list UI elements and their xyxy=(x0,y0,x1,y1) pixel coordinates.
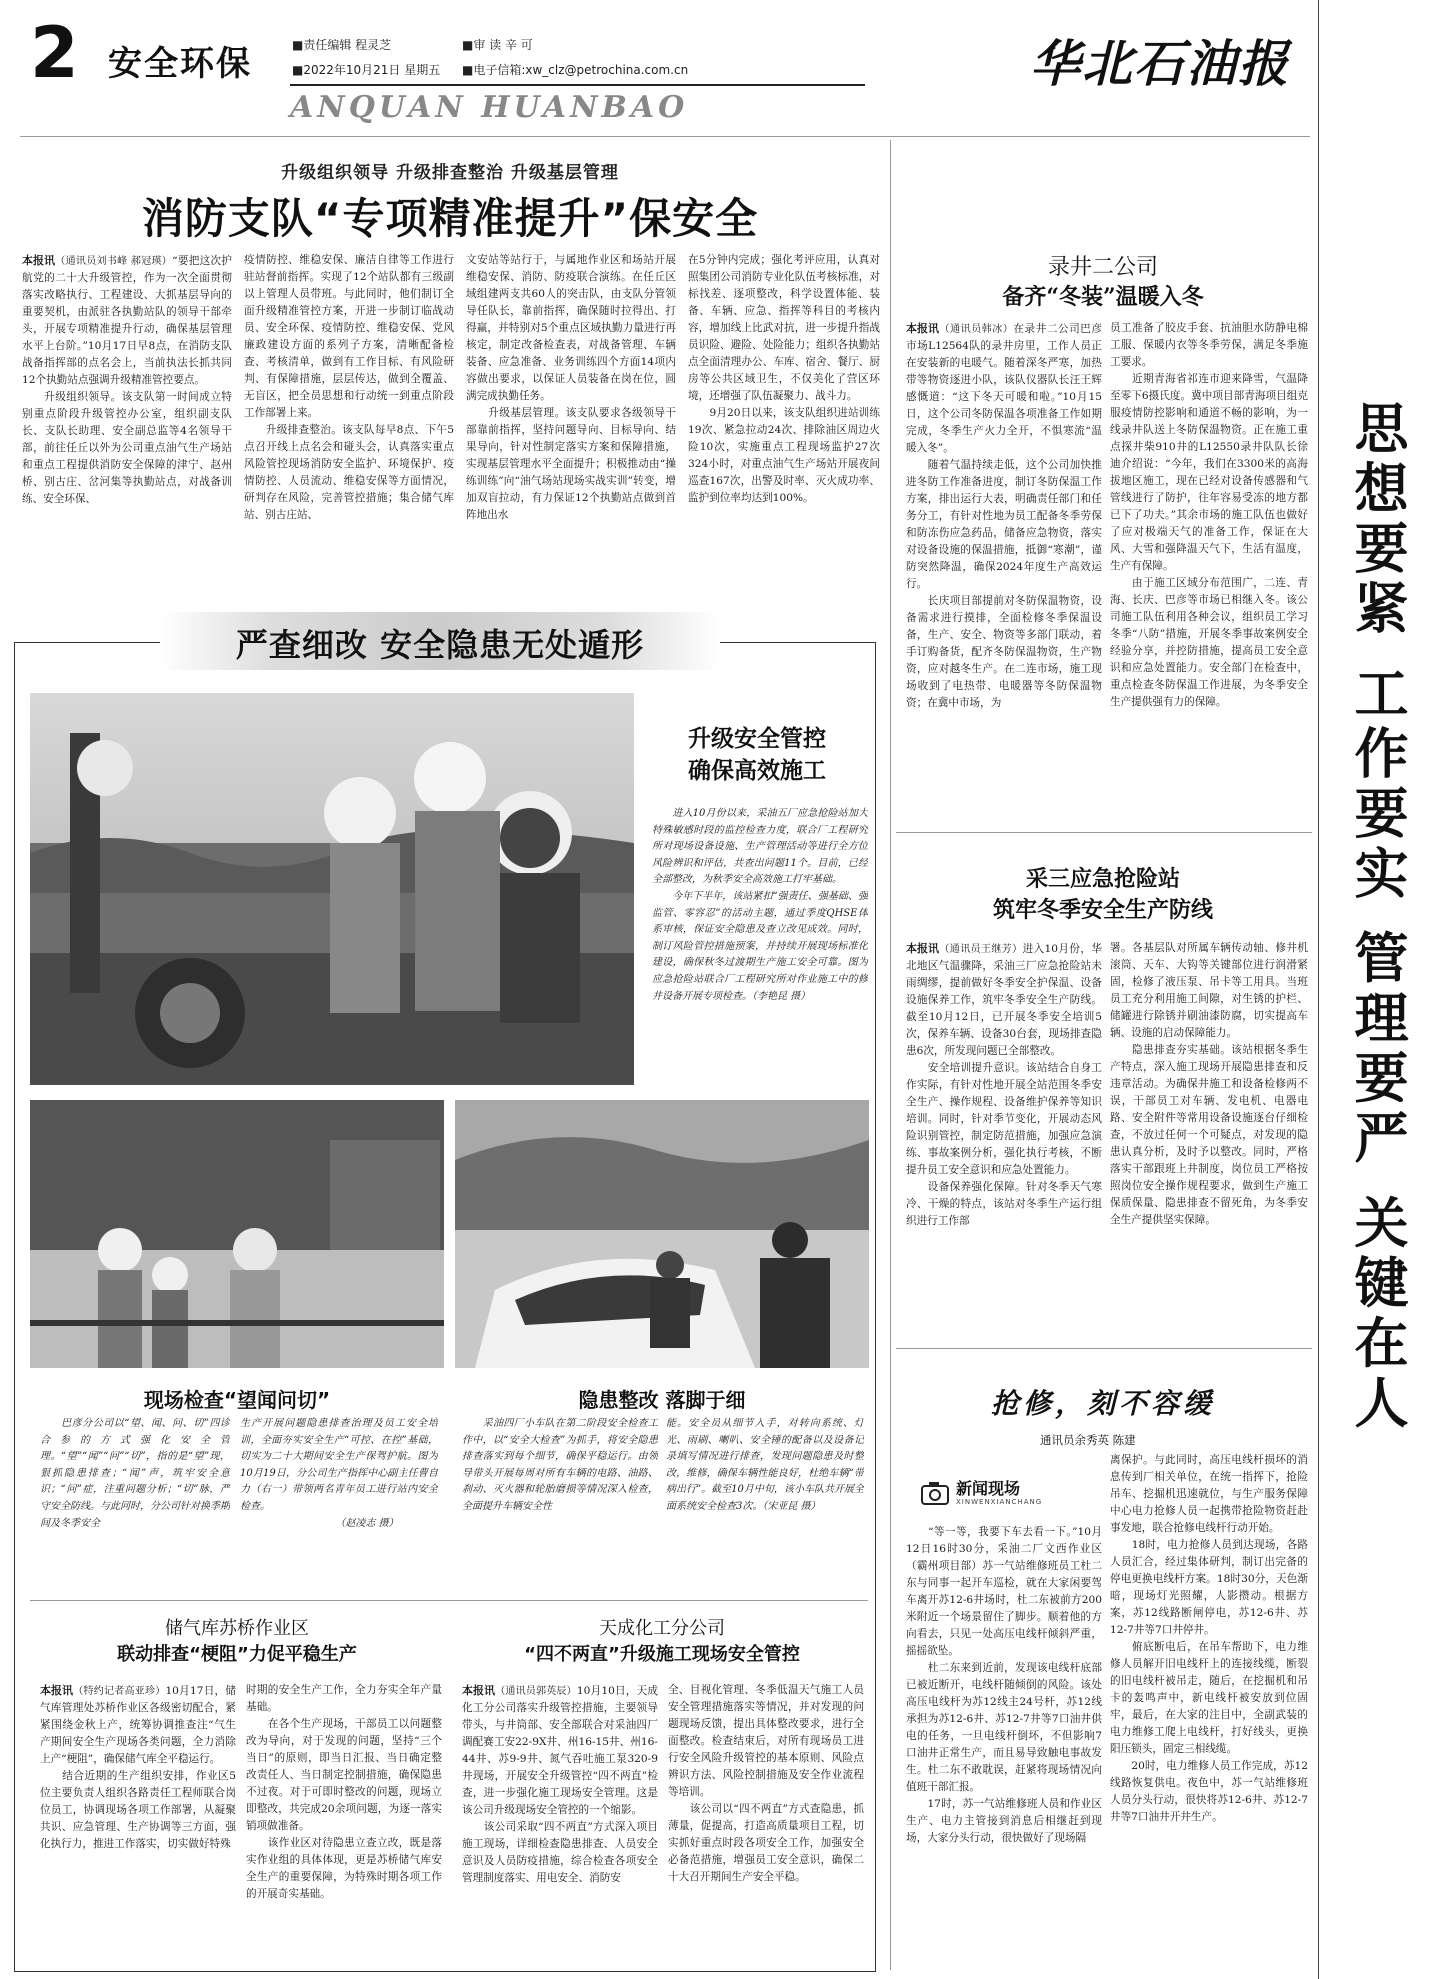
right-story-title: 隐患整改 落脚于细 xyxy=(578,1388,746,1412)
rc-divider-1 xyxy=(896,832,1312,833)
rc-story2-text-1: 进入10月份，华北地区气温骤降，采油三厂应急抢险站未雨绸缪，提前做好冬季安全护保温、设备设施保养工作，筑牢冬季安全生产防线。截至10月12日，已开展冬季安全培训5次，保养车辆、设备30台套，现场排查隐患6次，所发现问题已全部整改。 安全培训提升意识。该站结合自身工作实际，有针对性地开展全站范围冬季安全生产、操作规程、设备维护保养等知识培训。同时，针对季节变化，开展动态风险识别管控，制定防范措施，加强应急演练、事故案例分析，强化执行考核，不断提升员工安全意识和应急处置能力。 设备保养强化保障。针对冬季天气寒冷、干燥的特点，该站对冬季生产运行组织进行工作部 xyxy=(906,943,1102,1227)
story-a-col-2: 时期的安全生产工作，全力夯实全年产量基础。 在各个生产现场，干部员工以问题整改为导向，对于发现的问题，坚持“三个当日”的原则，即当日汇报、当日确定整改责任人、当日制定控制措施，确保隐患不过夜。对于可即时整改的问题，现场立即整改，共完成20余项问题，为逐一落实销项做准备。 该作业区对待隐患立查立改，既是落实作业组的具体体现，更是苏桥储气库安全生产的重要保障，为特殊时期各项工作的开展奇实基础。 xyxy=(246,1684,442,1900)
rc-story2-byline-note: （通讯员王继芳） xyxy=(939,944,1023,955)
section-title: 安全环保 xyxy=(108,44,252,84)
rc-story3-byline: 通讯员余秀英 陈建 xyxy=(1040,1433,1136,1447)
feature-banner xyxy=(160,612,720,670)
story-a-title-1: 储气库苏桥作业区 xyxy=(165,1618,309,1639)
story-a-col-1 xyxy=(40,1682,236,1967)
masthead-logo: 华北石油报 xyxy=(1030,34,1290,93)
left-story-title: 现场检查“望闻问切” xyxy=(143,1388,331,1412)
rc-story2-title-1: 采三应急抢险站 xyxy=(1025,866,1180,892)
section-pinyin: ANQUAN HUANBAO xyxy=(290,90,689,125)
photo-vehicle-check xyxy=(455,1100,869,1368)
page-number: 2 xyxy=(30,12,79,94)
rc-story1-col-2: 员工准备了胶皮手套、抗油胆水防静电棉工服、保暖内衣等冬季劳保，满足冬季施工要求。 近期青海省祁连市迎来降雪，气温降至零下6摄氏度。冀中项目部青海项目组克服疫情防控影响和通道不畅的影响，为一线录井队送上冬防保温物资。正在施工重点探井柴910井的L12550录井队队长徐迪介绍说：“今年，我们在3300米的高海拔地区施工，现在已经对设备传感器和气管线进行了防护，往年容易受冻的地方都已下了功夫。”其余市场的施工队伍也做好了应对极端天气的准备工作，保证在大风、大雪和强降温天气下，生活有温度，生产有保障。 由于施工区域分布范围广，二连、青海、长庆、巴彦等市场已相继入冬。该公司施工队伍利用各种会议，组织员工学习冬季“八防”措施，开展冬季事故案例安全经验分享，并控防措施，提高员工安全意识和应急处置能力。安全部门在检查中，重点检查冬防保温工作进展，为冬季安全生产提供强有力的保障。 xyxy=(1110,322,1308,708)
top-story-text: 进入10月份以来，采油五厂应急抢险站加大特殊敏感时段的监控检查力度，联合厂工程研究所对现场设备设施、生产管理活动等进行全方位风险辨识和评估，共查出问题11个。目前，已经全部整改，为秋季安全高效施工打牢基础。 今年下半年，该站紧扣“强责任、强基础、强监管、零容忍”的活动主题，通过季度QHSE体系审核，保证安全隐患及查立改见成效。同时，制订风险管控措施预案，并持续开展现场标准化建设，确保秋冬过渡期生产施工安全可靠。图为应急抢险站联合厂工程研究所对作业施工中的修井设备开展专项检查。（李艳昆 摄） xyxy=(652,808,868,1002)
header-rule xyxy=(290,84,865,86)
story-a-byline-note: （特约记者高亚珍） xyxy=(73,1686,166,1697)
story-b-text-1: 10月10日，天成化工分公司落实升级管控措施，主要领导带头，与井筒部、安全部联合对采油四厂调配赛工安22-9X井、州16-15井、州16-44井、苏9-9井、氮气吞吐施工泵320-9井现场，开展安全升级管控“四不两直”检查，进一步强化施工现场安全管理。这是该公司升级现场安全管控的一个缩影。 该公司采取“四不两直”方式深入项目施工现场，详细检查隐患排查、人员安全意识及人员防疫措施，综合检查各项安全管理制度落实、用电安全、消防安 xyxy=(462,1685,658,1884)
story-a-text-1: 10月17日，储气库管理处苏桥作业区各级密切配合，紧紧围绕金秋上产，统筹协调推查注“气生产期间安全生产现场各类问题，全力消除上产“梗阻”，确保储气库全平稳运行。 结合近期的生产组织安排，作业区5位主要负责人组织各路责任工程师联合岗位员工，协调现场各项工作部署，从凝聚共识、应急管理、生产协调等三方面，强化执行力，推进工作落实，切实做好特殊 xyxy=(40,1685,236,1850)
lead-kicker: 升级组织领导 升级排查整治 升级基层管理 xyxy=(281,163,619,183)
story-b-byline-note: （通讯员郭英辰） xyxy=(495,1686,577,1697)
rc-story1-text-1: 在录井二公司巴彦市场L12564队的录井房里，工作人员正在安装新的电暖气。随着深冬严寒，加热带等物资逐进小队，该队仪器队长汪王辉感慨道：“这下冬天可暖和啦。”10月15日，这个公司冬防保温各项准备工作如期完成，冬季生产火力全开，不惧寒流“温暖入冬”。 随着气温持续走低，这个公司加快推进冬防工作准备进度，制订冬防保温工作方案，排出运行大表，明确责任部门和任务分工，有针对性地为员工配备冬季劳保和防冻伤应急药品，储备应急物资，落实对设备设施的保温措施，抵御“寒潮”，谨防突然降温，确保2024年度生产高效运行。 长庆项目部提前对冬防保温物资，设备需求进行摸排，全面检修冬季保温设备，生产、安全、物资等多部门联动，着手订购备货，配齐冬防保温物资，生产物资，应对越冬生产。在二连市场，施工现场收到了电热带、电暖器等冬防保温物资；在冀中市场，为 xyxy=(906,323,1102,709)
camera-icon xyxy=(920,1480,950,1506)
feature-banner-text: 严查细改 安全隐患无处遁形 xyxy=(235,626,645,664)
story-b-title-1: 天成化工分公司 xyxy=(599,1618,725,1639)
photo-wellhead-inspection xyxy=(30,693,634,1085)
photo-site-check xyxy=(30,1100,444,1368)
rc-story2-byline: 本报讯 xyxy=(906,942,939,955)
right-col-divider xyxy=(890,140,891,1970)
top-story-title-2: 确保高效施工 xyxy=(688,758,826,784)
story-b-title-2: “四不两直”升级施工现场安全管控 xyxy=(524,1644,800,1665)
feature-divider xyxy=(30,1600,868,1601)
story-a-title-2: 联动排查“梗阻”力促平稳生产 xyxy=(117,1644,357,1665)
email-info: ■电子信箱:xw_clz@petrochina.com.cn xyxy=(462,63,689,77)
rc-story1-col-1 xyxy=(906,320,1102,820)
rc-story1-byline-note: （通讯员韩冰） xyxy=(939,324,1014,335)
lead-byline: 本报讯 xyxy=(22,254,55,267)
news-scene-pinyin: XINWENXIANCHANG xyxy=(956,1498,1043,1506)
story-b-col-1 xyxy=(462,1682,658,1967)
story-b-byline: 本报讯 xyxy=(462,1684,495,1697)
reviewer-info: ■审 读 辛 可 xyxy=(462,38,533,52)
news-scene-badge xyxy=(920,1476,1100,1516)
rc-story1-title-2: 备齐“冬装”温暖入冬 xyxy=(1002,284,1204,310)
rc-story3-title: 抢修，刻不容缓 xyxy=(990,1387,1215,1420)
story-b-col-2: 全、目视化管理、冬季低温天气施工人员安全管理措施落实等情况，并对发现的问题现场反馈，提出具体整改要求，进行全面整改。检查结束后，对所有现场员工进行安全风险升级管控的基本原则、风险点辨识方法、风险控制措施及安全作业流程等培训。 该公司以“四不两直”方式查隐患，抓薄量，促提高，打造高质量项目工程，切实抓好重点时段各项安全工作，加强安全必备范措施，增强员工安全意识，确保二十大召开期间生产安全平稳。 xyxy=(668,1684,864,1883)
left-story-text-b: 生产开展问题隐患排查治理及员工安全培训，全面夯实安全生产“可控、在控”基础，切实为二十大期间安全生产保驾护航。图为10月19日，分公司生产指挥中心副主任曹自力（右一）带领两名青年员工进行站内安全检查。 （赵凌志 摄） xyxy=(240,1418,438,1529)
lead-col-1 xyxy=(22,252,232,632)
header-bottom-rule xyxy=(20,136,1310,137)
right-story-text-a: 采油四厂小车队在第二阶段安全检查工作中，以“安全大检查”为抓手，将安全隐患排查落实到每个细节，确保平稳运行。由领导带头开展每周对所有车辆的电路、油路、刹动、灭火器和轮胎磨损等情况深入检查，全面提升车辆安全性 xyxy=(462,1418,658,1512)
rc-story2-title-2: 筑牢冬季安全生产防线 xyxy=(992,897,1213,923)
left-story-text-a: 巴彦分公司以“望、闻、问、切”四诊合参的方式强化安全管理。“望”“闻”“问”“切”，指的是“望”现，狠抓隐患排查；“闻”声，筑牢安全意识；“问”症，注重问题分析；“切”脉，严守安全防线。与此同时，分公司针对换季期间及冬季安全 xyxy=(40,1418,230,1529)
lead-col-2: 疫情防控、维稳安保、廉洁自律等工作进行驻站督前指挥。实现了12个站队都有三级副以上管理人员带班。与此同时，他们制订全面升级精准管控方案，开进一步制订临战动员、安全环保、疫情防控、维稳安保、党风廉政建设方面的系列子方案，清晰配备检查、考核清单，做到有工作目标、有风险研判、有保障措施，层层传达，做到全覆盖、无盲区，把全员思想和行动统一到重点阶段工作部署上来。 升级排查整治。该支队每早8点、下午5点召开线上点名会和碰头会，认真落实重点风险管控现场消防安全监护、环境保护、疫情防控、人员流动、维稳安保等方面情况，研判存在风险，完善管控措施；集合储气库站、别古庄站、 xyxy=(244,254,454,521)
rc-divider-2 xyxy=(896,1348,1312,1349)
story-a-byline: 本报讯 xyxy=(40,1684,73,1697)
lead-text-1: “要把这次护航党的二十大升级管控，作为一次全面贯彻落实改略执行、工程建设、大抓基层导向的重要契机，由派驻各执勤站队的领导干部牵头，开展专项精准提升行动，确保基层管理水平上台阶。”10月17日早8点，在消防支队战备指挥部的点名会上，当前执法长抓共同12个执勤站点强调升级精准管控要点。 升级组织领导。该支队第一时间成立特别重点阶段升级管控办公室，组织副支队长、支队长助理、安全副总监等4名领导干部，前往任丘以外为公司重点油气生产场站和重点工程提供消防安全保障的津宁、赵州桥、别古庄、岔河集等执勤站点，对战备训练、安全环保、 xyxy=(22,255,232,505)
rc-story1-byline: 本报讯 xyxy=(906,322,939,335)
vertical-slogan: 思想要紧 工作要实 管理要严 关键在人 xyxy=(1346,400,1409,1435)
top-story-title-1: 升级安全管控 xyxy=(688,726,826,752)
right-story-text-b: 能。安全员从细节入手，对转向系统、灯光、雨刷、喇叭、安全锤的配备以及设备记录填写情况进行排查，发现问题隐患及时整改，维修，确保车辆性能良好，杜绝车辆“带病出行”。截至10月中旬，该小车队共开展全面系统安全检查3次。（宋亚昆 摄） xyxy=(666,1418,864,1512)
editor-info: ■责任编辑 程灵芝 xyxy=(292,38,392,52)
rc-story3-col-1: “等一等，我要下车去看一下。”10月12日16时30分，采油二厂文西作业区（霸州项目部）苏一气站维修班员工杜二东与同事一起开车巡检，就在大家闲要驾车离开苏12-6井场时，杜二东被前方200米附近一个场景留住了脚步。顺着他的方向看去，只见一处高压电线杆倾斜严重，摇摇欲坠。 杜二东来到近前，发现该电线杆底部已被近断开，电线杆随倾倒的风险。该处高压电线杆为苏12线主24号杆，苏12线承担为苏12-6井、苏12-7井等7口油井供电的任务，一旦电线杆倒坏，不但影响7口油井正常生产，而且易导致触电事故发生。杜二东不敢耽误，赶紧将现场情况向值班干部汇报。 17时，苏一气站维修班人员和作业区生产、电力主管接到消息后相继赶到现场，大家分头行动，很快做好了现场隔 xyxy=(906,1526,1102,1844)
date-info: ■2022年10月21日 星期五 xyxy=(292,63,441,77)
lead-col-3: 文安站等站行于，与属地作业区和场站开展维稳安保、消防、防疫联合演练。在任丘区域组建两支共60人的突击队，由支队分管领导任队长，靠前指挥，确保随时拉得出、打得赢，并特别对5个重点区域执勤力量进行再核定，制定改备检查表，对战备管理、车辆装备、应急准备、业务训练四个方面14项内容做出要求，以保证人员装备在岗在位，圆满完成执勤任务。 升级基层管理。该支队要求各级领导干部靠前指挥，坚持问题导向、目标导向、结果导向，针对性制定落实方案和保障措施，实现基层管理水平全面提升；积极推动由“操练训练”向“油气场站现场实战实训”转变，增加双盲拉动，有力保证12个执勤站点做到首阵地出水 xyxy=(466,254,676,521)
rc-story3-col-2: 离保护。与此同时，高压电线杆损坏的消息传到厂相关单位，在统一指挥下，抢险吊车、挖掘机迅速就位，与生产服务保障中心电力抢修人员一起携带抢险物资赶赴事发地，联合抢修电线杆行动开始。 18时，电力抢修人员到达现场，各路人员汇合，经过集体研判，制订出完备的停电更换电线杆方案。18时30分，天色渐暗，现场灯光照耀，人影攒动。根据方案，苏12线路断闸停电，苏12-6井、苏12-7井等7口井停井。 俯底断电后，在吊车帮助下，电力维修人员解开旧电线杆上的连接线缆，断裂的旧电线杆被吊走，随后，在挖掘机和吊卡的轰鸣声中，新电线杆被安放到位固牢，最后，在大家的注目中，全副武装的电力维修工爬上电线杆，打好线头，更换阳压锁头，固定三相线缆。 20时，电力维修人员工作完成，苏12线路恢复供电。夜色中，苏一气站维修班人员分头行动，很快将苏12-6井、苏12-7井等7口油井开井生产。 xyxy=(1110,1454,1308,1823)
news-scene-label: 新闻现场 xyxy=(956,1479,1021,1498)
lead-headline: 消防支队“专项精准提升”保安全 xyxy=(141,194,759,243)
rc-story1-title-1: 录井二公司 xyxy=(1047,255,1158,280)
slogan-divider xyxy=(1318,0,1319,1979)
lead-col-4: 在5分钟内完成；强化考评应用，认真对照集团公司消防专业化队伍考核标准，对标找差、逐项整改，科学设置体能、装备、车辆、应急、指挥等科目的考核内容，增加线上比武对抗，进一步提升指战员识险、避险、处险能力；组织各执勤站点全面清理办公、车库、宿舍、餐厅、厨房等公共区域卫生，不仅美化了营区环境，还增强了队伍凝聚力、战斗力。 9月20日以来，该支队组织进站训练19次、紧急拉动24次、排除油区周边火险10次，实施重点工程现场监护27次324小时，对重点油气生产场站开展夜间巡查167次，出警及时率、灭火成功率、监护到位率均达到100%。 xyxy=(688,254,880,504)
lead-byline-note: （通讯员刘书峰 郝冠瑛） xyxy=(55,256,173,267)
rc-story2-col-2: 署。各基层队对所属车辆传动轴、修井机滚筒、天车、大钩等关键部位进行润滑紧固，检修了液压泵、吊卡等工用具。当班员工充分利用施工间隙，对生锈的护栏、储罐进行除锈并刷油漆防腐，切实提高车辆、设施的启动保障能力。 隐患排查夯实基础。该站根据冬季生产特点，深入施工现场开展隐患排查和反违章活动。为确保井施工和设备检修两不误，干部员工对车辆、发电机、电器电路、安全附件等常用设备设施逐台仔细检查，不放过任何一个可疑点，对发现的隐患认真分析，及时予以整改。同时，严格落实干部跟班上井制度，岗位员工严格按照岗位安全操作规程要求，做到生产施工保质保量、隐患排查不留死角，为冬季安全生产提供坚实保障。 xyxy=(1110,942,1308,1226)
